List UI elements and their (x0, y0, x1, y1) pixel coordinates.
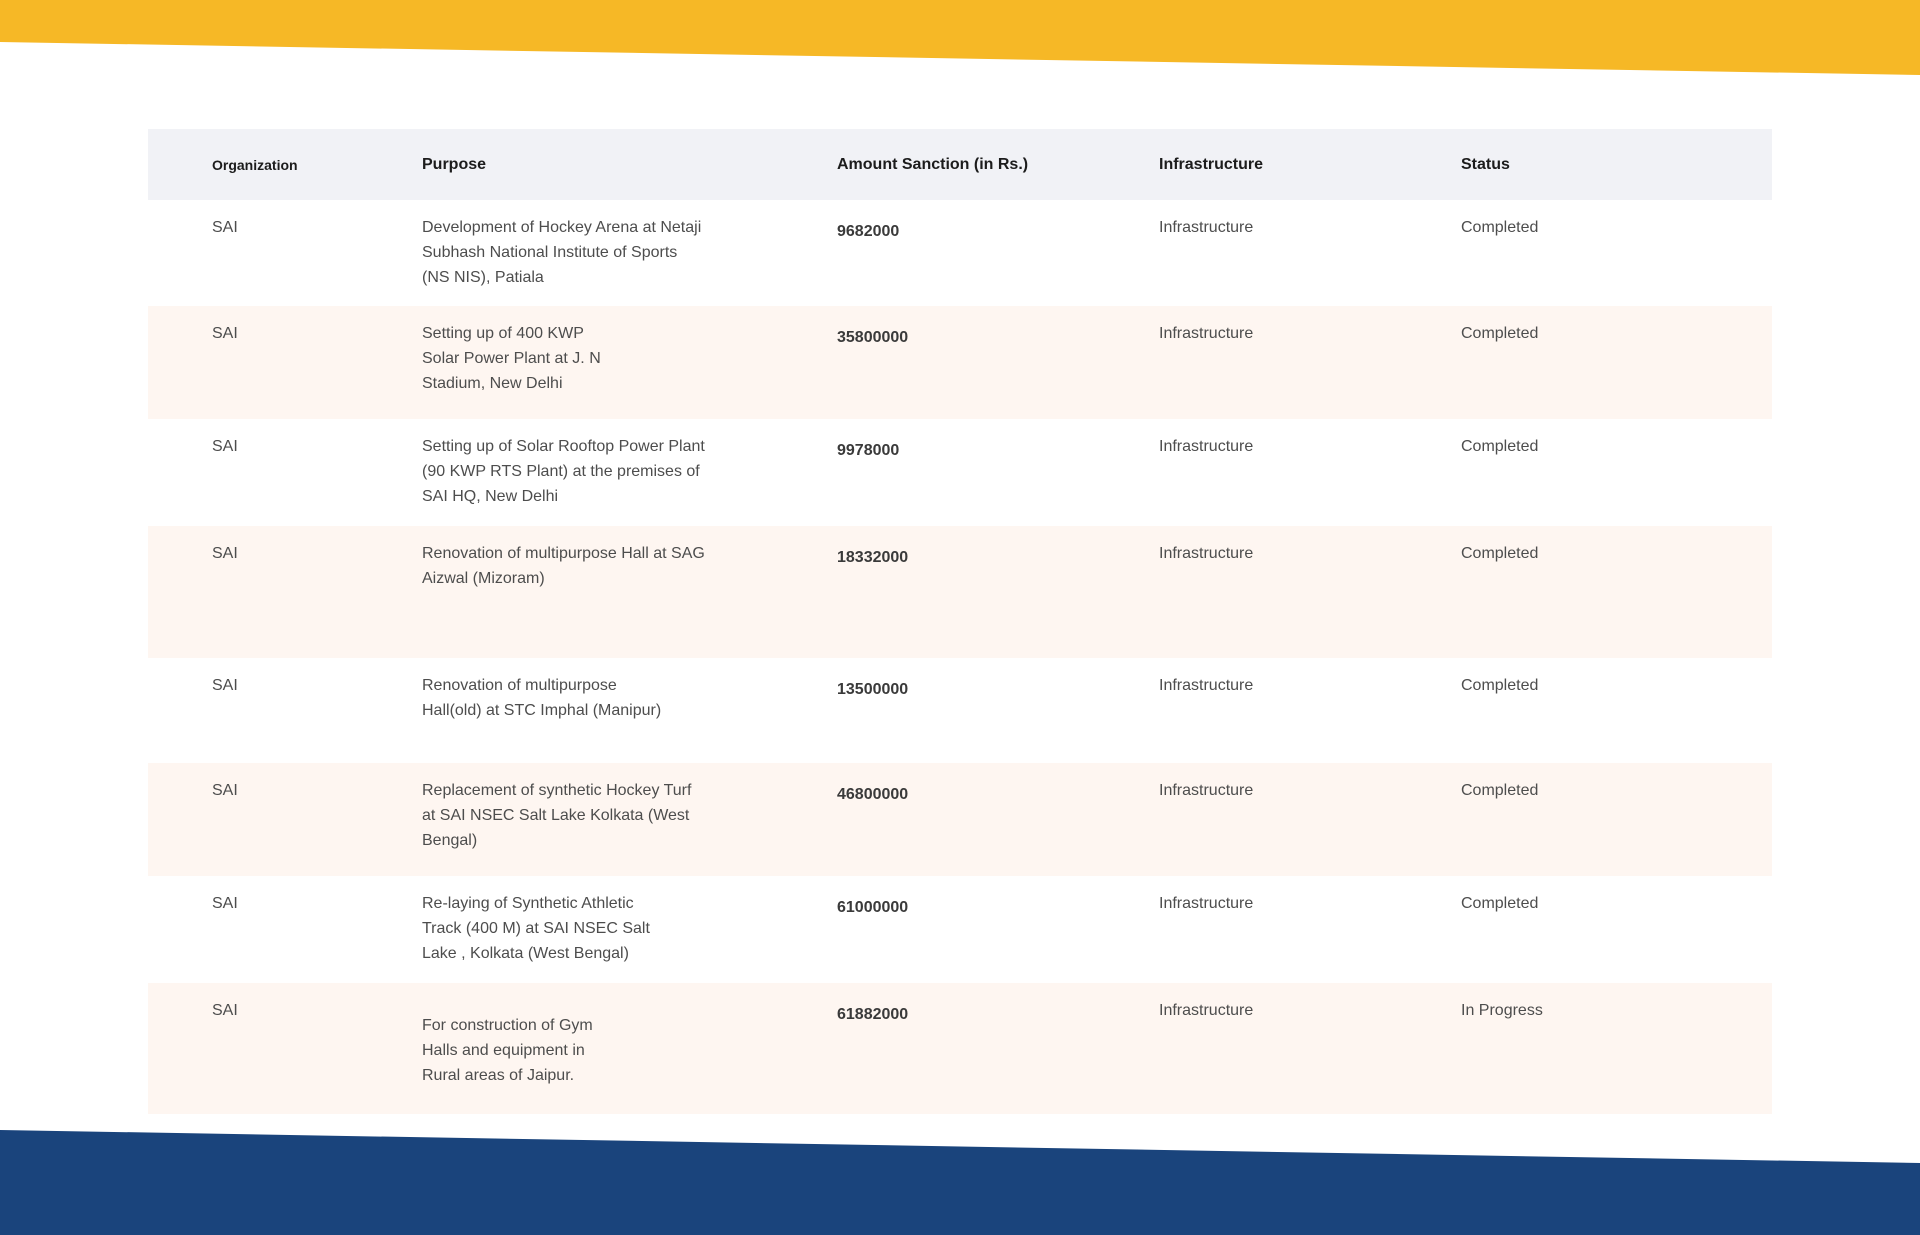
table-row (148, 983, 1772, 1114)
cell-purpose: Replacement of synthetic Hockey Turf at SAI NSEC Salt Lake Kolkata (West Bengal) (422, 782, 692, 849)
cell-infrastructure: Infrastructure (1159, 782, 1254, 799)
cell-organization: SAI (212, 782, 238, 799)
sanction-table-container (148, 129, 1772, 1114)
table-row (148, 763, 1772, 876)
cell-status: Completed (1461, 782, 1539, 799)
bottom-band-shape (0, 1130, 1920, 1235)
cell-purpose: Renovation of multipurpose Hall(old) at STC Imphal (Manipur) (422, 677, 662, 719)
cell-organization: SAI (212, 438, 238, 455)
cell-infrastructure: Infrastructure (1159, 677, 1254, 694)
top-decorative-band (0, 0, 1920, 80)
cell-organization: SAI (212, 219, 238, 236)
cell-amount: 9682000 (837, 223, 900, 240)
cell-status: Completed (1461, 438, 1539, 455)
cell-infrastructure: Infrastructure (1159, 1002, 1254, 1019)
header-amount: Amount Sanction (in Rs.) (837, 155, 1029, 173)
cell-organization: SAI (212, 895, 238, 912)
cell-infrastructure: Infrastructure (1159, 219, 1254, 236)
table-body (148, 200, 1772, 1114)
cell-purpose: Setting up of Solar Rooftop Power Plant (90 KWP RTS Plant) at the premises of SAI HQ, New Delhi (422, 438, 705, 505)
cell-purpose: Renovation of multipurpose Hall at SAG Aizwal (Mizoram) (422, 545, 705, 587)
cell-organization: SAI (212, 1002, 238, 1019)
cell-infrastructure: Infrastructure (1159, 545, 1254, 562)
cell-amount: 46800000 (837, 786, 909, 803)
cell-infrastructure: Infrastructure (1159, 438, 1254, 455)
table-header-row (148, 129, 1772, 200)
cell-status: Completed (1461, 895, 1539, 912)
header-purpose: Purpose (422, 155, 487, 173)
cell-amount: 35800000 (837, 329, 909, 346)
cell-amount: 61000000 (837, 899, 909, 916)
cell-infrastructure: Infrastructure (1159, 895, 1254, 912)
cell-infrastructure: Infrastructure (1159, 325, 1254, 342)
cell-purpose: Development of Hockey Arena at Netaji Subhash National Institute of Sports (NS NIS), Patiala (422, 219, 702, 286)
table-header (148, 129, 1772, 200)
cell-amount: 13500000 (837, 681, 909, 698)
cell-purpose: Setting up of 400 KWP Solar Power Plant at J. N Stadium, New Delhi (422, 325, 601, 392)
header-status: Status (1461, 155, 1510, 173)
header-infrastructure: Infrastructure (1159, 155, 1264, 173)
cell-status: In Progress (1461, 1002, 1543, 1019)
cell-purpose: For construction of Gym Halls and equipment in Rural areas of Jaipur. (422, 1017, 593, 1084)
table-row (148, 419, 1772, 526)
cell-amount: 9978000 (837, 442, 900, 459)
table-row (148, 526, 1772, 658)
cell-status: Completed (1461, 219, 1539, 236)
cell-amount: 61882000 (837, 1006, 909, 1023)
sanction-table (148, 129, 1772, 1114)
top-band-shape (0, 0, 1920, 75)
cell-status: Completed (1461, 677, 1539, 694)
cell-organization: SAI (212, 325, 238, 342)
table-row (148, 658, 1772, 763)
table-row (148, 306, 1772, 419)
cell-amount: 18332000 (837, 549, 909, 566)
cell-organization: SAI (212, 545, 238, 562)
cell-organization: SAI (212, 677, 238, 694)
cell-status: Completed (1461, 325, 1539, 342)
header-organization: Organization (212, 156, 298, 173)
table-row (148, 200, 1772, 306)
cell-purpose: Re-laying of Synthetic Athletic Track (400 M) at SAI NSEC Salt Lake , Kolkata (West Bengal) (422, 895, 650, 962)
table-row (148, 876, 1772, 983)
bottom-decorative-band (0, 1125, 1920, 1235)
cell-status: Completed (1461, 545, 1539, 562)
